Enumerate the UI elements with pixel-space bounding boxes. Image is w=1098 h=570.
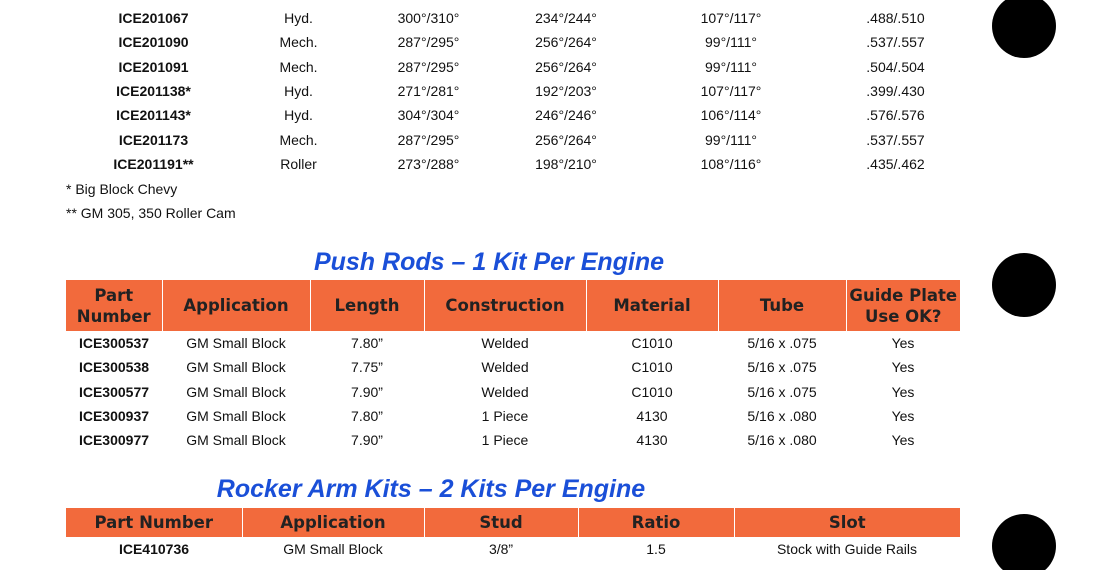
cam-cell-part: ICE201191**: [113, 155, 194, 172]
footnote-big-block: * Big Block Chevy: [66, 181, 178, 197]
push-rods-cell: C1010: [631, 359, 673, 376]
cam-cell-type: Hyd.: [284, 10, 313, 27]
cam-table-row: [66, 55, 960, 79]
push-rods-cell: ICE300937: [78, 408, 150, 425]
cam-cell-duration-050: 256°/264°: [535, 34, 597, 51]
rocker-arms-header: Ratio: [578, 508, 734, 537]
rocker-arms-header: Application: [242, 508, 424, 537]
push-rods-table: [66, 280, 960, 452]
cam-cell-lobe-sep: 99°/111°: [705, 34, 757, 51]
push-rods-cell: Yes: [891, 408, 915, 425]
push-rods-row: [66, 355, 960, 379]
binder-hole-top: [992, 0, 1056, 58]
push-rods-title: Push Rods – 1 Kit Per Engine: [313, 248, 665, 276]
cam-cell-lobe-sep: 106°/114°: [700, 107, 762, 124]
push-rods-cell: GM Small Block: [186, 408, 286, 425]
push-rods-cell: 1 Piece: [481, 432, 529, 449]
cam-cell-type: Mech.: [279, 131, 318, 148]
cam-table-row: [66, 6, 960, 30]
push-rods-cell: 5/16 x .075: [747, 359, 817, 376]
push-rods-cell: ICE300977: [78, 432, 150, 449]
cam-cell-type: Mech.: [279, 58, 318, 75]
cam-cell-part: ICE201143*: [116, 107, 191, 124]
cam-cell-adv-duration: 273°/288°: [397, 155, 460, 172]
rocker-arms-cell: ICE410736: [118, 541, 190, 558]
rocker-arms-cell: Stock with Guide Rails: [776, 541, 918, 558]
cam-table: [66, 6, 960, 176]
rocker-arms-cell: 3/8”: [488, 541, 514, 558]
push-rods-cell: GM Small Block: [186, 359, 286, 376]
push-rods-row: [66, 331, 960, 355]
push-rods-cell: 1 Piece: [481, 408, 529, 425]
rocker-arms-table: [66, 508, 960, 561]
push-rods-header: Construction: [424, 280, 586, 331]
cam-cell-lobe-sep: 107°/117°: [700, 10, 762, 27]
cam-table-row: [66, 79, 960, 103]
push-rods-cell: ICE300537: [78, 335, 150, 352]
rocker-arms-cell: GM Small Block: [283, 541, 383, 558]
push-rods-header: Part Number: [66, 280, 162, 331]
push-rods-cell: Welded: [481, 359, 529, 376]
push-rods-cell: ICE300577: [78, 383, 150, 400]
push-rods-cell: GM Small Block: [186, 335, 286, 352]
push-rods-row: [66, 428, 960, 452]
cam-cell-duration-050: 256°/264°: [535, 131, 597, 148]
cam-cell-duration-050: 246°/246°: [535, 107, 597, 124]
cam-cell-adv-duration: 287°/295°: [397, 34, 460, 51]
cam-cell-lift: .576/.576: [866, 107, 925, 124]
push-rods-header: Tube: [718, 280, 846, 331]
push-rods-cell: Yes: [891, 359, 915, 376]
cam-table-row: [66, 30, 960, 54]
cam-cell-type: Mech.: [279, 34, 318, 51]
cam-cell-lift: .537/.557: [866, 34, 925, 51]
push-rods-cell: Yes: [891, 383, 915, 400]
push-rods-cell: Yes: [891, 432, 915, 449]
cam-cell-duration-050: 256°/264°: [535, 58, 597, 75]
cam-cell-duration-050: 234°/244°: [535, 10, 597, 27]
cam-cell-part: ICE201173: [118, 131, 189, 148]
push-rods-header: Guide Plate Use OK?: [846, 280, 960, 331]
cam-cell-lift: .399/.430: [866, 83, 925, 100]
cam-table-row: [66, 103, 960, 127]
push-rods-cell: 4130: [636, 408, 668, 425]
push-rods-cell: Yes: [891, 335, 915, 352]
push-rods-cell: 5/16 x .080: [747, 408, 817, 425]
cam-cell-lobe-sep: 108°/116°: [700, 155, 762, 172]
cam-cell-type: Roller: [280, 155, 317, 172]
cam-cell-lift: .488/.510: [866, 10, 925, 27]
cam-cell-lift: .435/.462: [866, 155, 925, 172]
push-rods-cell: 5/16 x .075: [747, 383, 817, 400]
push-rods-cell: 7.75”: [351, 359, 383, 376]
cam-cell-duration-050: 198°/210°: [535, 155, 597, 172]
push-rods-cell: 7.80”: [351, 335, 383, 352]
rocker-arms-header: Part Number: [66, 508, 242, 537]
binder-hole-middle: [992, 253, 1056, 317]
push-rods-cell: 5/16 x .075: [747, 335, 817, 352]
push-rods-cell: Welded: [481, 335, 529, 352]
rocker-arms-row: [66, 537, 960, 561]
rocker-arms-title: Rocker Arm Kits – 2 Kits Per Engine: [216, 475, 646, 503]
push-rods-cell: GM Small Block: [186, 432, 286, 449]
cam-cell-lobe-sep: 107°/117°: [700, 83, 762, 100]
push-rods-cell: C1010: [631, 335, 673, 352]
push-rods-cell: GM Small Block: [186, 383, 286, 400]
cam-cell-type: Hyd.: [284, 107, 313, 124]
rocker-arms-header: Slot: [734, 508, 960, 537]
cam-cell-part: ICE201138*: [116, 83, 191, 100]
push-rods-row: [66, 380, 960, 404]
push-rods-header: Length: [310, 280, 424, 331]
cam-cell-lobe-sep: 99°/111°: [705, 58, 757, 75]
rocker-arms-header: Stud: [424, 508, 578, 537]
cam-cell-duration-050: 192°/203°: [535, 83, 597, 100]
push-rods-cell: Welded: [481, 383, 529, 400]
push-rods-cell: ICE300538: [78, 359, 150, 376]
cam-cell-adv-duration: 271°/281°: [397, 83, 460, 100]
cam-cell-adv-duration: 304°/304°: [397, 107, 460, 124]
rocker-partial-row: [66, 562, 960, 570]
cam-cell-lobe-sep: 99°/111°: [705, 131, 757, 148]
push-rods-header: Material: [586, 280, 718, 331]
rocker-arms-cell: 1.5: [646, 541, 666, 558]
footnote-roller-cam: ** GM 305, 350 Roller Cam: [66, 205, 236, 221]
cam-cell-adv-duration: 287°/295°: [397, 58, 460, 75]
cam-cell-lift: .537/.557: [866, 131, 925, 148]
cam-cell-adv-duration: 287°/295°: [397, 131, 460, 148]
push-rods-cell: 5/16 x .080: [747, 432, 817, 449]
cam-cell-adv-duration: 300°/310°: [397, 10, 460, 27]
cam-table-row: [66, 127, 960, 151]
cam-cell-lift: .504/.504: [866, 58, 925, 75]
binder-hole-bottom: [992, 514, 1056, 570]
push-rods-cell: C1010: [631, 383, 673, 400]
cam-cell-type: Hyd.: [284, 83, 313, 100]
push-rods-row: [66, 404, 960, 428]
push-rods-header: Application: [162, 280, 310, 331]
push-rods-cell: 7.80”: [351, 408, 383, 425]
push-rods-cell: 7.90”: [351, 432, 383, 449]
push-rods-cell: 4130: [636, 432, 668, 449]
cam-cell-part: ICE201090: [118, 34, 189, 51]
cam-cell-part: ICE201067: [118, 10, 189, 27]
push-rods-cell: 7.90”: [351, 383, 383, 400]
cam-cell-part: ICE201091: [118, 58, 189, 75]
cam-table-row: [66, 152, 960, 176]
